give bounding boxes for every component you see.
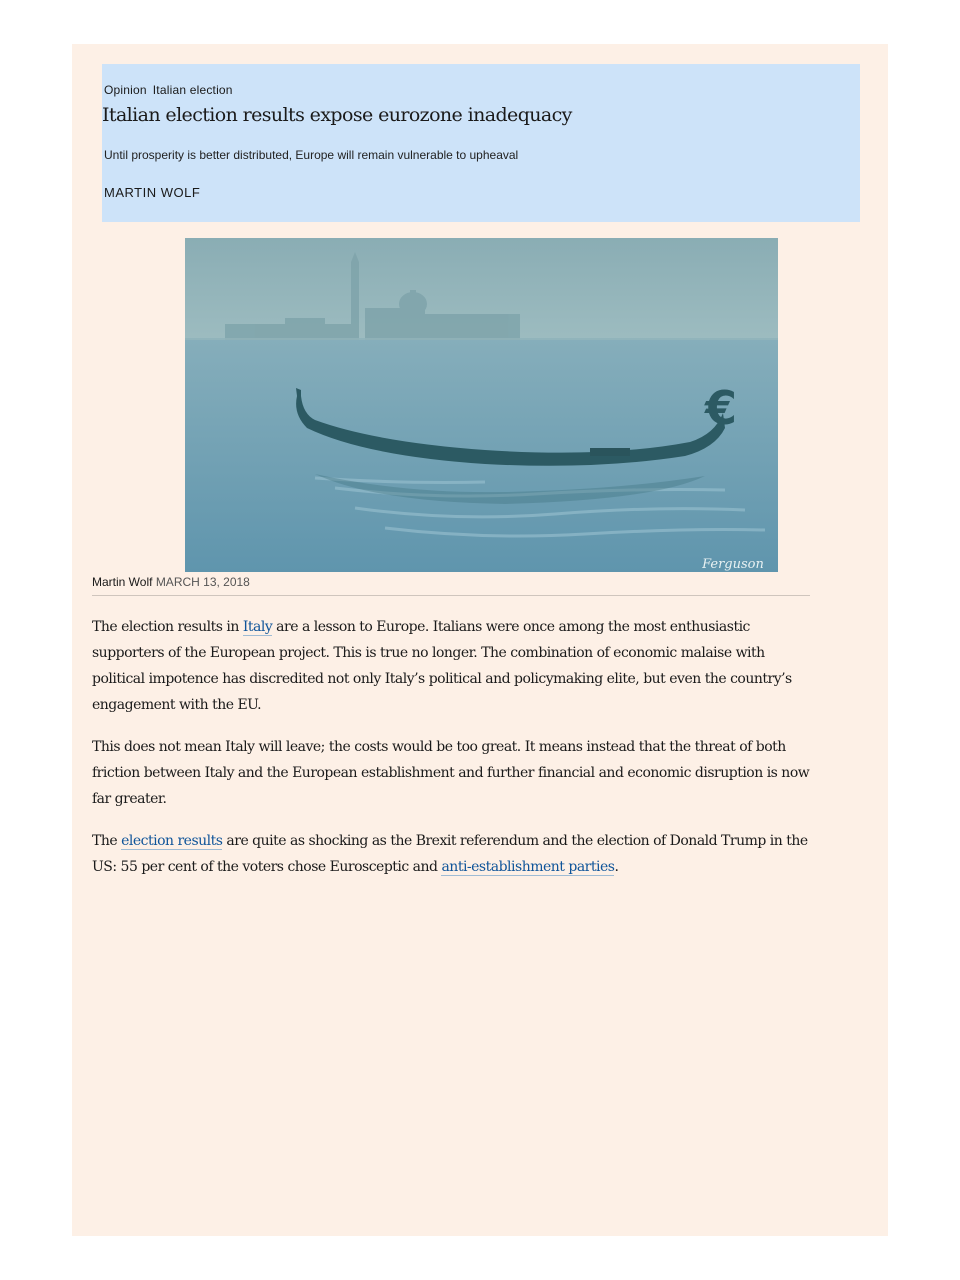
publish-date: MARCH 13, 2018	[155, 575, 250, 589]
headline: Italian election results expose eurozone inadequacy	[102, 104, 572, 126]
paragraph-1: The election results in Italy are a lesson to Europe. Italians were once among the most enthusiastic supporters of the European project. This is true no longer. The combination of economic malaise with political impotence has discredited not only Italy’s political and policymaking elite, but even the country’s engagement with the EU.	[92, 619, 792, 713]
kicker-topic-link[interactable]: Italian election	[152, 83, 233, 97]
article-page	[72, 44, 888, 1236]
article-body	[92, 614, 820, 896]
article-illustration	[185, 238, 778, 572]
anti-establishment-parties-link[interactable]: anti-establishment parties	[441, 859, 615, 875]
italy-link[interactable]: Italy	[242, 619, 273, 635]
standfirst: Until prosperity is better distributed, Europe will remain vulnerable to upheaval	[104, 148, 519, 162]
election-results-link[interactable]: election results	[121, 833, 223, 849]
article-header	[102, 64, 860, 222]
kicker-section-link[interactable]: Opinion	[104, 83, 147, 97]
paragraph-2: This does not mean Italy will leave; the costs would be too great. It means instead that the threat of both friction between Italy and the European establishment and further financial and economic disruption is now far greater.	[92, 739, 810, 807]
artist-signature: Ferguson	[702, 557, 764, 572]
paragraph-3: The election results are quite as shocking as the Brexit referendum and the election of Donald Trump in the US: 55 per cent of the voters chose Eurosceptic and anti-establishment parties.	[92, 833, 808, 875]
author-byline[interactable]: MARTIN WOLF	[104, 185, 201, 200]
divider	[92, 595, 810, 596]
kicker	[104, 83, 233, 97]
caption-author[interactable]: Martin Wolf	[92, 575, 153, 589]
image-caption	[92, 575, 250, 589]
svg-text:€: €	[704, 381, 738, 435]
